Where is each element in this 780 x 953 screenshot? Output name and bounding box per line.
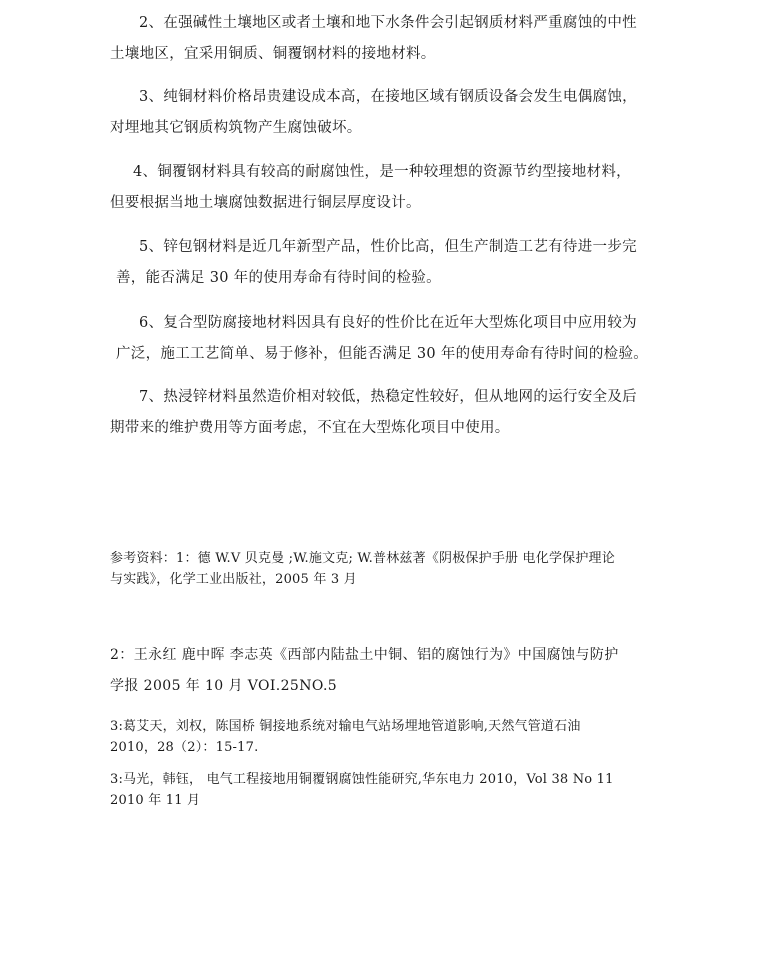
reference-1 <box>110 548 615 590</box>
paragraph-item-3-cont <box>110 113 362 144</box>
paragraph-item-4-cont <box>110 188 421 219</box>
paragraph-line: 善，能否满足 30 年的使用寿命有待时间的检验。 <box>116 270 441 286</box>
reference-3 <box>110 716 581 758</box>
reference-line: 2010 年 11 月 <box>110 793 201 808</box>
paragraph-line: 广泛，施工工艺简单、易于修补，但能否满足 30 年的使用寿命有待时间的检验。 <box>116 346 649 362</box>
reference-4 <box>110 769 614 811</box>
reference-line: 2010，28（2）：15-17. <box>110 740 259 755</box>
paragraph-item-6-cont <box>116 339 648 370</box>
paragraph-item-7 <box>139 382 637 413</box>
paragraph-item-2-cont <box>110 39 436 70</box>
paragraph-line: 4、铜覆钢材料具有较高的耐腐蚀性，是一种较理想的资源节约型接地材料， <box>133 164 631 180</box>
paragraph-item-2 <box>139 8 637 39</box>
paragraph-line: 6、复合型防腐接地材料因具有良好的性价比在近年大型炼化项目中应用较为 <box>139 315 637 331</box>
paragraph-line: 期带来的维护费用等方面考虑，不宜在大型炼化项目中使用。 <box>110 420 510 436</box>
paragraph-line: 但要根据当地土壤腐蚀数据进行铜层厚度设计。 <box>110 195 421 211</box>
paragraph-item-3 <box>139 82 637 113</box>
reference-line: 2：王永红 鹿中晖 李志英《西部内陆盐土中铜、铝的腐蚀行为》中国腐蚀与防护 <box>110 647 619 663</box>
paragraph-line: 3、纯铜材料价格昂贵建设成本高，在接地区域有钢质设备会发生电偶腐蚀， <box>139 89 637 105</box>
paragraph-line: 2、在强碱性土壤地区或者土壤和地下水条件会引起钢质材料严重腐蚀的中性 <box>139 15 637 31</box>
paragraph-item-4 <box>133 157 631 188</box>
reference-2 <box>110 640 619 702</box>
paragraph-item-6 <box>139 308 637 339</box>
reference-line: 与实践》，化学工业出版社，2005 年 3 月 <box>110 572 357 587</box>
paragraph-item-5 <box>139 232 637 263</box>
paragraph-line: 对埋地其它钢质构筑物产生腐蚀破坏。 <box>110 120 362 136</box>
paragraph-item-5-cont <box>116 263 441 294</box>
paragraph-line: 7、热浸锌材料虽然造价相对较低，热稳定性较好，但从地网的运行安全及后 <box>139 389 637 405</box>
reference-line: 学报 2005 年 10 月 VOI.25NO.5 <box>110 678 338 694</box>
paragraph-item-7-cont <box>110 413 510 444</box>
reference-line: 参考资料：1：德 W.V 贝克曼 ;W.施文克; W.普林兹著《阴极保护手册 电化学保护理论 <box>110 551 615 566</box>
paragraph-line: 土壤地区，宜采用铜质、铜覆钢材料的接地材料。 <box>110 46 436 62</box>
paragraph-line: 5、锌包钢材料是近几年新型产品，性价比高，但生产制造工艺有待进一步完 <box>139 239 637 255</box>
reference-line: 3:葛艾天，刘权，陈国桥 铜接地系统对输电气站场埋地管道影响,天然气管道石油 <box>110 719 581 734</box>
reference-line: 3:马光，韩钰， 电气工程接地用铜覆钢腐蚀性能研究,华东电力 2010，Vol 38 No 11 <box>110 772 614 787</box>
